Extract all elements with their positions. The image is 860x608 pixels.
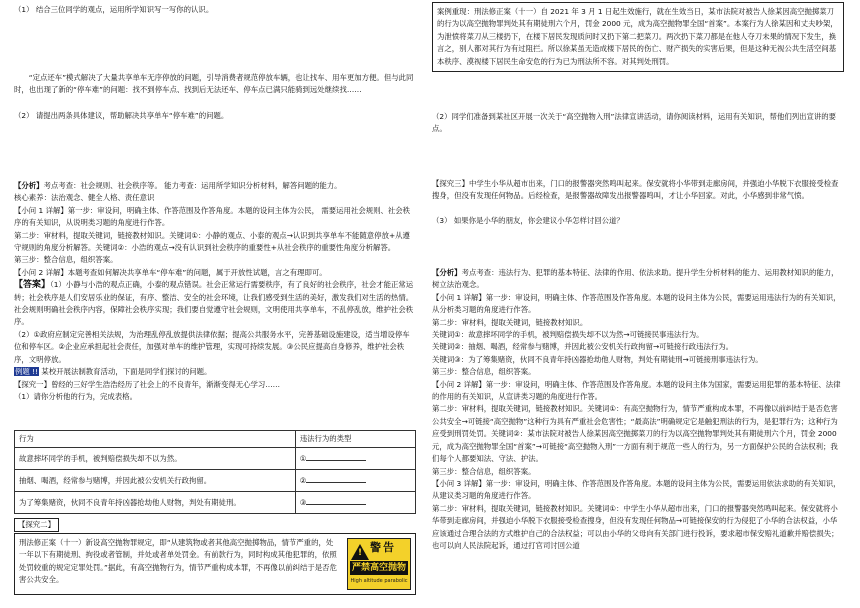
blank-number: ② <box>299 475 307 485</box>
step-4: 【小问 2 详解】本题考查如何解决共享单车“停车难”的问题，属于开放性试题，言之有理即可。 <box>14 267 327 277</box>
right-keyword-2: 关键词②：抽烟、喝酒，经常参与赌博，并因此被公安机关行政拘留→可链接行政违法行为。 <box>432 342 734 352</box>
step-1: 【小问 1 详解】第一步：审设问，明确主体、作答范围及作答角度。本题的设问主体为公民， 需要运用社会规则、社会秩序的有关知识，从说明类习题的角度进行作答。 <box>14 205 411 228</box>
warning-banner: 严禁高空抛物 <box>351 563 406 573</box>
analysis-label: 【分析】 <box>14 181 44 190</box>
example-text: 某校开展法制教育活动，下面是同学们探讨的问题。 <box>41 367 212 377</box>
table-answer-cell[interactable] <box>295 470 415 492</box>
answer-blank[interactable] <box>306 497 366 505</box>
right-q3-step-1: 【小问 3 详解】第一步：审设问，明确主体、作答范围及作答角度。本题的设问主体为公民，需要运用依法求助的有关知识，从建议类习题的角度进行作答。 <box>432 478 841 501</box>
probe-2-title: 【探究二】 <box>14 518 59 532</box>
probe-1-question: （1）请你分析他的行为，完成表格。 <box>14 391 137 401</box>
table-answer-cell[interactable] <box>295 448 415 470</box>
law-text: 刑法修正案（十一）新设高空抛物罪规定，即“从建筑物或者其他高空抛掷物品，情节严重的，处一年以下有期徒刑、拘役或者管制，并处或者单处罚金。有前款行为，同时构成其他犯罪的，依照处罚较重的规定定罪处罚。”据此，有高空抛物行为，情节严重构成本罪，不再像以前纠结于是否危害公共安全。 <box>19 538 337 585</box>
table-header-row <box>15 431 416 448</box>
probe-1: 【探究一】曾经的三好学生浩浩经历了社会上的不良青年，渐渐变得无心学习…… <box>14 379 281 389</box>
right-step-3: 第三步：整合信息，组织答案。 <box>432 367 536 377</box>
answer-2: （2）①政府应制定完善相关法规，为治理乱停乱放提供法律依据；提高公共服务水平，完善基础设施建设，适当增设停车位和停车区。②企业应承担起社会责任，加强对单车的维护管理，实现可持续发展。③公民应提高自身修养，维护社会秩序，文明停放。 <box>14 329 410 364</box>
right-q2-step-3: 第三步：整合信息，组织答案。 <box>432 466 536 476</box>
right-question-3: （3） 如果你是小华的朋友，你会建议小华怎样讨回公道？ <box>432 216 624 225</box>
right-question-2: （2）同学们准备到某社区开展一次关于“高空抛物入刑”法律宣讲活动，请你阅读材料，运用有关知识，帮他们列出宣讲的要点。 <box>432 112 837 134</box>
table-header-cell: 违法行为的类型 <box>295 431 415 448</box>
case-box <box>432 2 844 72</box>
answer-label: 【答案】 <box>14 280 51 291</box>
probe-2-label <box>14 518 416 532</box>
warning-title: 警告 <box>370 541 396 554</box>
table-cell: 为了筹集赌资，伙同不良青年持凶器抢劫他人财物，判处有期徒刑。 <box>15 492 296 514</box>
blank-number: ① <box>299 453 307 463</box>
parking-paragraph: “定点还车”模式解决了大量共享单车无序停放的问题，引导消费者规范停放车辆，也让找车、用车更加方便。但与此同时，也出现了新的“停车难”的问题：找不到停车点、找到后无法还车、停车点已满只能骑到远处继续找…… <box>14 73 414 95</box>
answer-blank[interactable] <box>306 453 366 461</box>
table-row <box>15 470 416 492</box>
example-badge: 例题 !! <box>15 367 39 377</box>
right-step-2: 第二步：审材料，提取关键词，链接教材知识。 <box>432 317 588 327</box>
answer-1: （1）小静与小浩的观点正确，小泰的观点错误。社会正常运行需要秩序，有了良好的社会秩序，社会才能正常运转；社会秩序是人们安居乐业的保证，有序、整洁、安全的社会环境，让我们感受到生活的美好，激发我们对生活的热情。社会规则明确社会秩序内容，保障社会秩序实现；我们要自觉遵守社会规则，文明使用共享单车，不乱停乱放，维护社会秩序。 <box>14 280 414 327</box>
step-3: 第三步：整合信息，组织答案。 <box>14 255 118 265</box>
right-analysis-label: 【分析】 <box>432 268 462 277</box>
right-q3-step-2: 第二步：审材料，提取关键词，链接教材知识。关键词①：中学生小华从超市出来，门口的报警器突然鸣叫起来。保安就将小华带到走廊房间，并强迫小华脱下衣服接受检查搜身，但没有发现任何物品→可链接保安的行为侵犯了小华的合法权益，小华应该通过合理合法的方式维护自己的合法权益；可以由小华的父母向有关部门进行投诉，要求超市保安赔礼道歉并赔偿损失；也可以向人民法院起诉，通过打官司讨回公道 <box>432 503 839 550</box>
question-1: （1） 结合三位同学的观点，运用所学知识写一写你的认识。 <box>14 5 214 14</box>
table-cell: 抽烟、喝酒，经常参与赌博，并因此被公安机关行政拘留。 <box>15 470 296 492</box>
analysis-text: 考点考查：社会规则、社会秩序等。 能力考查：运用所学知识分析材料，解答问题的能力。 <box>43 181 342 190</box>
table-cell: 故意摔坏同学的手机，被判赔偿损失却不以为然。 <box>15 448 296 470</box>
table-answer-cell[interactable] <box>295 492 415 514</box>
right-keyword-3: 关键词③：为了筹集赌资，伙同不良青年持凶器抢劫他人财物，判处有期徒刑→可链接刑事违法行为。 <box>432 354 763 364</box>
right-step-1: 【小问 1 详解】第一步：审设问，明确主体、作答范围及作答角度。本题的设问主体为公民，需要运用违法行为的有关知识，从分析类习题的角度进行作答。 <box>432 292 841 315</box>
right-q2-step-1: 【小问 2 详解】第一步：审设问，明确主体、作答范围及作答角度。本题的设问主体为国家，需要运用犯罪的基本特征、法律的作用的有关知识，从宣讲类习题的角度进行作答。 <box>432 379 841 402</box>
warning-english: High altitude parabolic <box>350 578 408 584</box>
table-row <box>15 492 416 514</box>
warning-sign <box>347 538 411 590</box>
table-row <box>15 448 416 470</box>
answer-blank[interactable] <box>306 475 366 483</box>
core-literacy: 核心素养：法治观念、健全人格、责任意识 <box>14 193 155 203</box>
law-box <box>14 533 416 595</box>
warning-triangle-icon <box>351 544 369 560</box>
violation-table <box>14 430 416 514</box>
right-analysis-section <box>432 267 844 552</box>
question-2: （2） 请提出两条具体建议，帮助解决共享单车“停车难”的问题。 <box>14 111 229 120</box>
probe-3: 【探究三】中学生小华从超市出来，门口的报警器突然鸣叫起来。保安就将小华带到走廊房间，并强迫小华脱下衣服接受检查搜身，但没有发现任何物品。后经检查，是报警器故障发出报警器鸣叫，才让小华回家。对此，小华感到非常气愤。 <box>432 179 839 201</box>
case-text: 案例重现：刑法修正案（十一）自 2021 年 3 月 1 日起生效施行，就在生效当日，某市法院对被告人徐某因高空抛掷菜刀的行为以高空抛物罪判处其有期徒刑六个月，罚金 2000 元，成为高空抛物罪全国“首案”。本案行为人徐某因和丈夫吵架，为泄愤将菜刀从三楼扔下，在楼下居民发现质问时又扔下第二把菜刀。两次扔下菜刀都是在他人夺刀未果的情况下发生，换言之，别人都对其行为有过阻拦。所以徐某虽无造成楼下居民的伤亡、财产损失的实害后果，但是这种无视公共生活空间基本秩序、漠视楼下居民生命安危的行为已为刑法所不容。对其判处刑罚。 <box>437 7 838 66</box>
right-keyword-1: 关键词①：故意摔坏同学的手机，被判赔偿损失却不以为然→可链接民事违法行为。 <box>432 330 704 340</box>
analysis-section <box>14 180 416 403</box>
table-header-cell: 行为 <box>15 431 296 448</box>
blank-number: ③ <box>299 497 307 507</box>
right-q2-step-2: 第二步：审材料，提取关键词，链接教材知识。关键词①：有高空抛物行为，情节严重构成本罪，不再像以前纠结于是否危害公共安全→可链接“高空抛物”这种行为具有严重社会危害性；“最高法”明确规定它是触犯刑法的行为，是犯罪行为；这种行为应受到刑罚处罚。关键词②：某市法院对被告人徐某因高空抛掷菜刀的行为以高空抛物罪判处其有期徒刑六个月，罚金 2000 元，成为高空抛物罪全国“首案”→可链接“高空抛物入刑”一方面有利于规范一些人的行为，另一方面保护公民的合法权利；我们每个人都要知法、守法、护法。 <box>432 404 838 464</box>
right-analysis-text: 考点考查：违法行为、犯罪的基本特征、法律的作用、依法求助。提升学生分析材料的能力、运用教材知识的能力，树立法治观念。 <box>432 268 839 290</box>
step-2: 第二步：审材料，提取关键词，链接教材知识。关键词①：小静的观点、小泰的观点→认识到共享单车不能随意停放+从遵守规则的角度分析解答。关键词②：小浩的观点→没有认识到社会秩序的重要性+从社会秩序的重要性角度分析解答。 <box>14 230 410 253</box>
